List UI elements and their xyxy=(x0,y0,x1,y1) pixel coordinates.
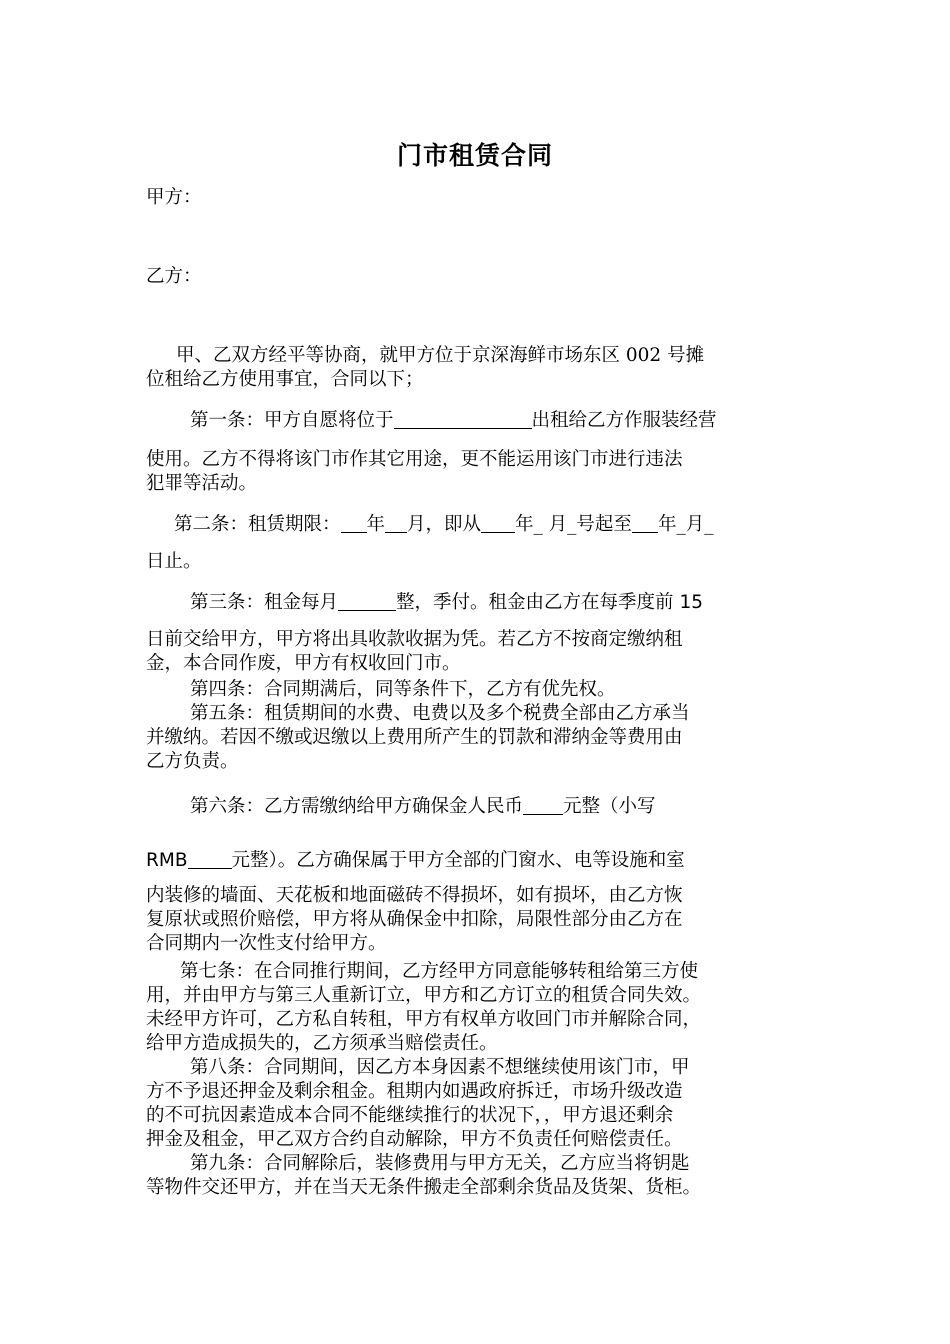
article-7-line-2: 用，并由甲方与第三人重新订立，甲方和乙方订立的租赁合同失效。 xyxy=(146,985,702,1006)
article-7-line-1: 第七条：在合同推行期间，乙方经甲方同意能够转租给第三方使 xyxy=(180,961,699,982)
article-4: 第四条：合同期满后，同等条件下，乙方有优先权。 xyxy=(190,679,616,700)
article-2-text-c: 月，即从 xyxy=(407,514,482,535)
article-3-line-1 xyxy=(146,590,811,615)
blank-end-year xyxy=(632,512,658,533)
article-8-line-3: 的不可抗因素造成本合同不能继续推行的状况下，，甲方退还剩余 xyxy=(146,1105,674,1126)
blank-year xyxy=(341,512,367,533)
article-6-line-2 xyxy=(146,848,811,873)
article-3-line-3: 金，本合同作废，甲方有权收回门市。 xyxy=(146,653,461,674)
article-9-line-1: 第九条：合同解除后，装修费用与甲方无关，乙方应当将钥匙 xyxy=(190,1153,690,1174)
article-6-rmb: RMB xyxy=(146,850,188,871)
blank-deposit xyxy=(523,794,563,815)
article-1-line-3: 犯罪等活动。 xyxy=(146,473,258,494)
blank-deposit-rmb xyxy=(188,848,232,869)
party-a-label: 甲方： xyxy=(146,187,202,208)
article-1-rest xyxy=(146,448,811,496)
article-2-line-2: 日止。 xyxy=(146,551,202,572)
article-7-line-3: 未经甲方许可，乙方私自转租，甲方有权单方收回门市并解除合同， xyxy=(146,1009,702,1030)
party-b-label: 乙方： xyxy=(146,266,202,287)
article-3-text-a: 第三条：租金每月 xyxy=(190,592,339,613)
blank-start-year xyxy=(481,512,515,533)
article-7-line-4: 给甲方造成损失的，乙方须承当赔偿责任。 xyxy=(146,1033,498,1054)
blank-month xyxy=(385,512,407,533)
article-3-day-number: 15 xyxy=(679,592,704,613)
article-8-line-2: 方不予退还押金及剩余租金。租期内如遇政府拆迁，市场升级改造 xyxy=(146,1081,683,1102)
article-6-line-4: 复原状或照价赔偿，甲方将从确保金中扣除，局限性部分由乙方在 xyxy=(146,909,683,930)
article-6-line-5: 合同期内一次性支付给甲方。 xyxy=(146,933,387,954)
article-6-line-3: 内装修的墙面、天花板和地面磁砖不得损坏，如有损坏，由乙方恢 xyxy=(146,885,683,906)
article-2-text-b: 年 xyxy=(366,514,386,535)
article-6-text-a: 第六条：乙方需缴纳给甲方确保金人民币 xyxy=(190,796,524,817)
article-2-text-d: 年_ 月_号起至 xyxy=(515,514,632,535)
article-9-line-2: 等物件交还甲方，并在当天无条件搬走全部剩余货品及货架、货柜。 xyxy=(146,1177,702,1198)
document-title: 门市租赁合同 xyxy=(396,141,553,170)
article-6-rest xyxy=(146,884,811,956)
article-2-text-a: 第二条：租赁期限： xyxy=(174,514,341,535)
article-1-line-1 xyxy=(146,408,811,433)
article-5-line-3: 乙方负责。 xyxy=(146,751,239,772)
article-5-line-2: 并缴纳。若因不缴或迟缴以上费用所产生的罚款和滞纳金等费用由 xyxy=(146,727,683,748)
blank-rent xyxy=(338,590,396,611)
article-6-text-c: 元整）。乙方确保属于甲方全部的门窗水、电等设施和室 xyxy=(231,850,685,871)
articles-4-5 xyxy=(146,678,811,774)
article-8-line-1: 第八条：合同期间，因乙方本身因素不想继续使用该门市，甲 xyxy=(190,1057,690,1078)
intro-line-2: 位租给乙方使用事宜，合同以下； xyxy=(146,369,424,390)
article-1-text-b: 出租给乙方作服装经营 xyxy=(531,410,717,431)
article-8-line-4: 押金及租金，甲乙双方合约自动解除，甲方不负责任何赔偿责任。 xyxy=(146,1129,683,1150)
article-5-line-1: 第五条：租赁期间的水费、电费以及多个税费全部由乙方承当 xyxy=(190,703,690,724)
article-6-line-1 xyxy=(146,794,811,819)
intro-line-1: 甲、乙双方经平等协商，就甲方位于京深海鲜市场东区 002 号摊 xyxy=(176,345,705,366)
article-1-line-2: 使用。乙方不得将该门市作其它用途，更不能运用该门市进行违法 xyxy=(146,449,683,470)
articles-7-9 xyxy=(146,960,811,1200)
article-6-text-b: 元整（小写 xyxy=(563,796,656,817)
article-3-text-b: 整，季付。租金由乙方在每季度前 xyxy=(396,592,674,613)
article-2-text-e: 年_月_ xyxy=(657,514,714,535)
intro-paragraph xyxy=(146,344,811,392)
article-3-line-2: 日前交给甲方，甲方将出具收款收据为凭。若乙方不按商定缴纳租 xyxy=(146,629,683,650)
article-3-rest xyxy=(146,628,811,676)
article-2-line-1 xyxy=(146,512,811,537)
article-1-text-a: 第一条：甲方自愿将位于 xyxy=(190,410,394,431)
blank-location xyxy=(394,408,532,429)
